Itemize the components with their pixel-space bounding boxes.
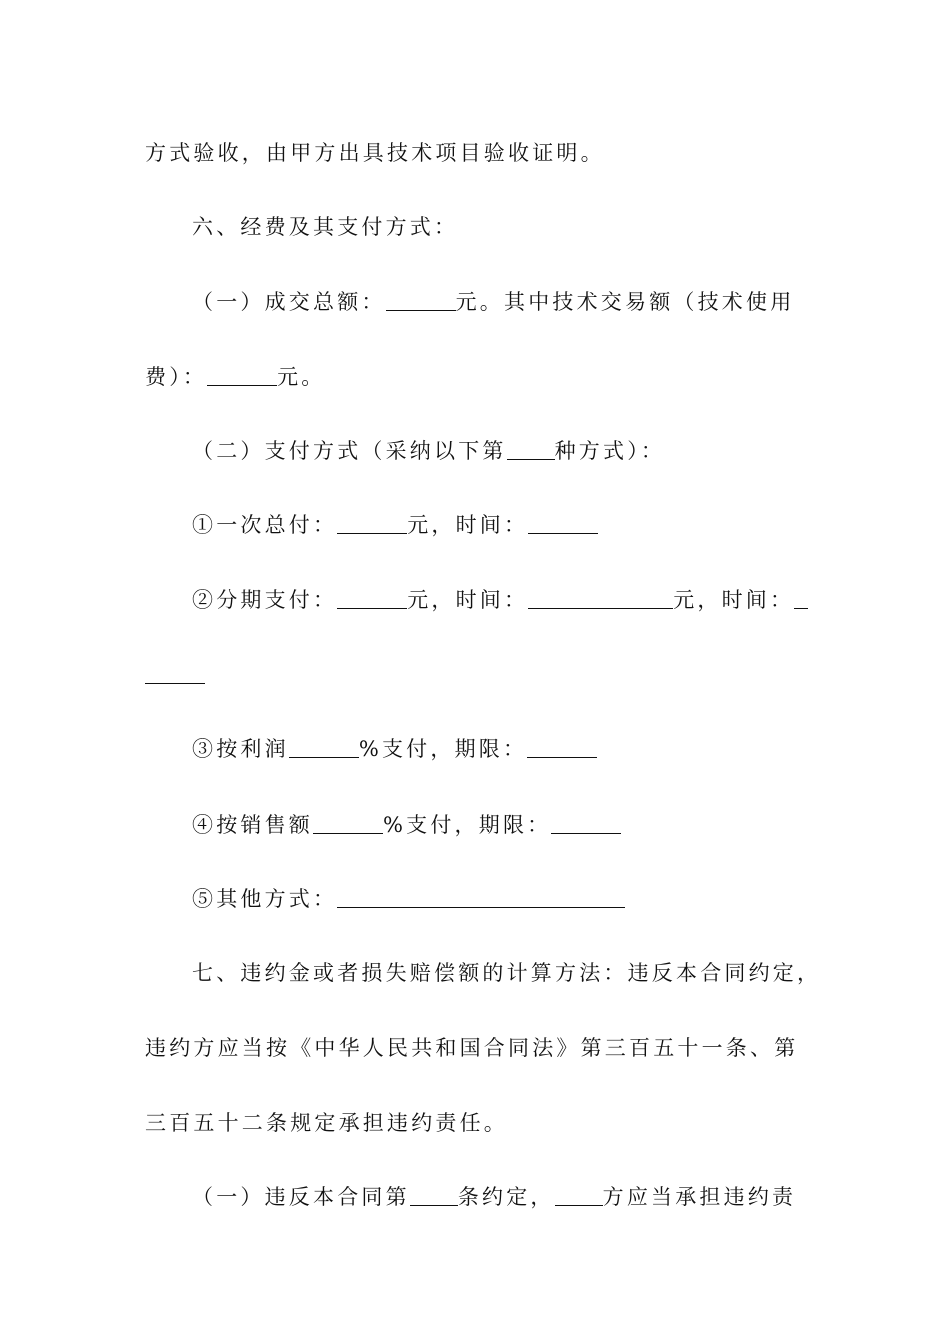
section-heading-6 (192, 212, 458, 242)
blank-total-amount[interactable] (386, 290, 456, 311)
heading-funding: 六、经费及其支付方式： (192, 215, 459, 239)
paragraph-penalty-body-1 (145, 1033, 798, 1063)
blank-installment-amount-2[interactable] (528, 588, 673, 609)
option-profit (192, 734, 597, 764)
label-payment-method: （二）支付方式（采纳以下第 (192, 439, 507, 463)
label-installments: ②分期支付： (192, 588, 338, 612)
paragraph-acceptance (145, 138, 605, 168)
option-sales (192, 810, 621, 840)
label-sales: ④按销售额 (192, 813, 313, 837)
label-installment-time-2: 元，时间： (673, 588, 795, 612)
label-profit: ③按利润 (192, 737, 289, 761)
heading-penalty: 七、违约金或者损失赔偿额的计算方法：违反本合同约定， (192, 961, 822, 985)
paragraph-total-amount (192, 287, 794, 317)
blank-sales-term[interactable] (551, 813, 621, 834)
text-method-suffix: 种方式）： (554, 439, 666, 463)
text-technology-fee: 元。其中技术交易额（技术使用 (455, 290, 795, 314)
blank-profit-percent[interactable] (289, 737, 359, 758)
blank-installment-time-start[interactable] (794, 588, 808, 609)
blank-method-number[interactable] (507, 439, 555, 460)
blank-technology-fee[interactable] (207, 365, 277, 386)
label-total-amount: （一）成交总额： (192, 290, 386, 314)
label-installment-time-1: 元，时间： (407, 588, 529, 612)
blank-breaching-party[interactable] (555, 1185, 603, 1206)
label-sales-term: %支付，期限： (383, 813, 552, 837)
blank-sales-percent[interactable] (313, 813, 383, 834)
blank-installment-time-end[interactable] (145, 663, 205, 684)
paragraph-penalty-body-2 (145, 1108, 508, 1138)
text-acceptance: 方式验收，由甲方出具技术项目验收证明。 (145, 141, 605, 165)
paragraph-fee-continued (145, 362, 326, 392)
label-profit-term: %支付，期限： (358, 737, 528, 761)
blank-installment-amount-1[interactable] (337, 588, 407, 609)
text-penalty-body-1: 违约方应当按《中华人民共和国合同法》第三百五十一条、第 (145, 1036, 799, 1060)
label-lump-sum-time: 元，时间： (407, 513, 529, 537)
section-heading-7 (192, 958, 821, 988)
unit-yuan: 元。 (277, 365, 326, 389)
paragraph-payment-method (192, 436, 665, 466)
label-breach-party: 条约定， (457, 1185, 555, 1209)
option-other (192, 884, 625, 914)
blank-profit-term[interactable] (527, 737, 597, 758)
text-breach-liability: 方应当承担违约责 (602, 1185, 797, 1209)
text-penalty-body-2: 三百五十二条规定承担违约责任。 (145, 1111, 508, 1135)
paragraph-breach (192, 1182, 796, 1212)
label-lump-sum: ①一次总付： (192, 513, 338, 537)
option-installments-continued (145, 660, 205, 690)
blank-lump-sum-time[interactable] (528, 513, 598, 534)
blank-other-method[interactable] (337, 887, 625, 908)
label-breach-article: （一）违反本合同第 (192, 1185, 410, 1209)
blank-lump-sum-amount[interactable] (337, 513, 407, 534)
option-installments (192, 585, 808, 615)
label-fee: 费）： (145, 365, 208, 389)
label-other: ⑤其他方式： (192, 887, 338, 911)
option-lump-sum (192, 510, 598, 540)
blank-article-number[interactable] (410, 1185, 458, 1206)
